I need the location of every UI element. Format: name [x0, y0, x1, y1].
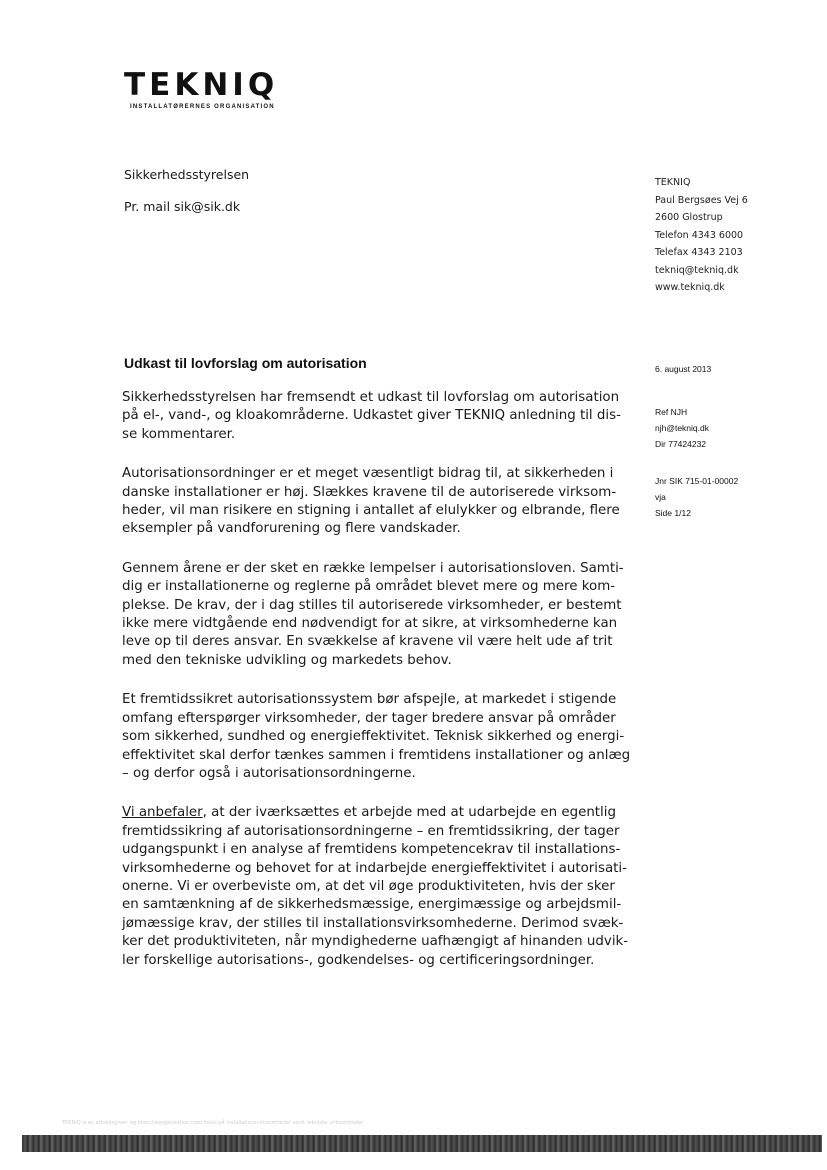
sender-address-block	[655, 174, 748, 297]
paragraph-line: en samtænkning af de sikkerhedsmæssige, energimæssige og arbejdsmil-	[122, 897, 622, 913]
paragraph-line: fremtidssikring af autorisationsordningerne – en fremtidssikring, der tager	[122, 823, 620, 839]
body-paragraph	[122, 691, 634, 783]
recommendation-first-line	[122, 804, 634, 822]
recommendation-paragraph	[122, 804, 634, 970]
recommendation-first-rest: , at der iværksættes et arbejde med at udarbejde en egentlig	[202, 805, 616, 821]
journal-block	[655, 473, 738, 521]
journal-number: Jnr SIK 715-01-00002	[655, 476, 739, 486]
paragraph-line: leve op til deres ansvar. En svækkelse af kravene vil være helt ude af trit	[122, 634, 613, 650]
tekniq-logo	[124, 68, 284, 110]
body-paragraph	[122, 560, 634, 670]
paragraph-line: Autorisationsordninger er et meget væsentligt bidrag til, at sikkerheden i	[122, 466, 614, 482]
paragraph-line: heder, vil man risikere en stigning i antallet af elulykker og elbrande, flere	[122, 503, 620, 519]
ref-direct-phone: Dir 77424232	[655, 439, 707, 449]
ref-email: njh@tekniq.dk	[655, 423, 709, 433]
sender-email: tekniq@tekniq.dk	[655, 264, 739, 276]
paragraph-line: – og derfor også i autorisationsordningerne.	[122, 765, 416, 781]
paragraph-line: med den tekniske udvikling og markedets behov.	[122, 652, 452, 668]
sender-web: www.tekniq.dk	[655, 282, 725, 293]
paragraph-line: Gennem årene er der sket en række lempelser i autorisationsloven. Samti-	[122, 560, 624, 576]
paragraph-line: ler forskellige autorisations-, godkendelses- og certificeringsordninger.	[122, 952, 595, 968]
letter-date: 6. august 2013	[655, 364, 712, 374]
sender-phone: Telefon 4343 6000	[655, 229, 744, 241]
recipient-mail: Pr. mail sik@sik.dk	[124, 199, 241, 214]
journal-initials: vja	[655, 492, 666, 502]
paragraph-line: Sikkerhedsstyrelsen har fremsendt et udkast til lovforslag om autorisation	[122, 390, 620, 405]
paragraph-line: plekse. De krav, der i dag stilles til autoriserede virksomheder, er bestemt	[122, 597, 622, 613]
paragraph-line: effektivitet skal derfor tænkes sammen i fremtidens installationer og anlæg	[122, 747, 631, 763]
paragraph-line: Et fremtidssikret autorisationssystem bør afspejle, at markedet i stigende	[122, 692, 617, 708]
paragraph-line: ikke mere vidtgående end nødvendigt for at sikre, at virksomhederne kan	[122, 616, 618, 632]
paragraph-line: ker det produktiviteten, når myndighederne uafhængigt af hinanden udvik-	[122, 934, 629, 950]
logo-tagline: INSTALLATØRERNES ORGANISATION	[130, 104, 275, 110]
body-paragraph	[122, 389, 634, 444]
logo-wordmark: TEKNIQ	[124, 67, 279, 103]
ref-block	[655, 404, 709, 452]
paragraph-line: danske installationer er høj. Slækkes kravene til de autoriserede virksom-	[122, 484, 617, 500]
paragraph-line: eksempler på vandforurening og flere vandskader.	[122, 521, 461, 537]
paragraph-line: omfang efterspørger virksomheder, der tager bredere ansvar på områder	[122, 710, 616, 726]
paragraph-line: som sikkerhed, sundhed og energieffektivitet. Teknisk sikkerhed og energi-	[122, 729, 625, 745]
paragraph-line: se kommentarer.	[122, 426, 236, 442]
recipient-block	[124, 167, 249, 231]
ref-initials: Ref NJH	[655, 407, 688, 417]
footer-bar	[22, 1135, 822, 1152]
footer-text: TEKNIQ is en arbejdsgiver- og brancheorganisation med fokus på installationsvirksomheder samt tekniske virksomheder	[62, 1120, 364, 1126]
paragraph-line: virksomhederne og behovet for at indarbejde energieffektivitet i autorisati-	[122, 860, 627, 876]
sender-street: Paul Bergsøes Vej 6	[655, 194, 748, 206]
recommendation-lead: Vi anbefaler	[122, 805, 203, 821]
paragraph-line: udgangspunkt i en analyse af fremtidens kompetencekrav til installations-	[122, 842, 621, 858]
sender-city: 2600 Glostrup	[655, 212, 723, 223]
sender-fax: Telefax 4343 2103	[655, 247, 743, 258]
paragraph-line: på el-, vand-, og kloakområderne. Udkastet giver TEKNIQ anledning til dis-	[122, 408, 621, 424]
paragraph-line: dig er installationerne og reglerne på området blevet mere og mere kom-	[122, 579, 616, 595]
page-number: Side 1/12	[655, 508, 691, 518]
paragraph-line: onerne. Vi er overbeviste om, at det vil øge produktiviteten, hvis der sker	[122, 878, 615, 894]
paragraph-line: jømæssige krav, der stilles til installationsvirksomhederne. Derimod svæk-	[122, 915, 624, 931]
letter-subject: Udkast til lovforslag om autorisation	[124, 355, 367, 371]
body-paragraph	[122, 465, 634, 539]
letter-body	[122, 389, 634, 991]
recipient-name: Sikkerhedsstyrelsen	[124, 167, 250, 182]
sender-org: TEKNIQ	[655, 177, 691, 188]
